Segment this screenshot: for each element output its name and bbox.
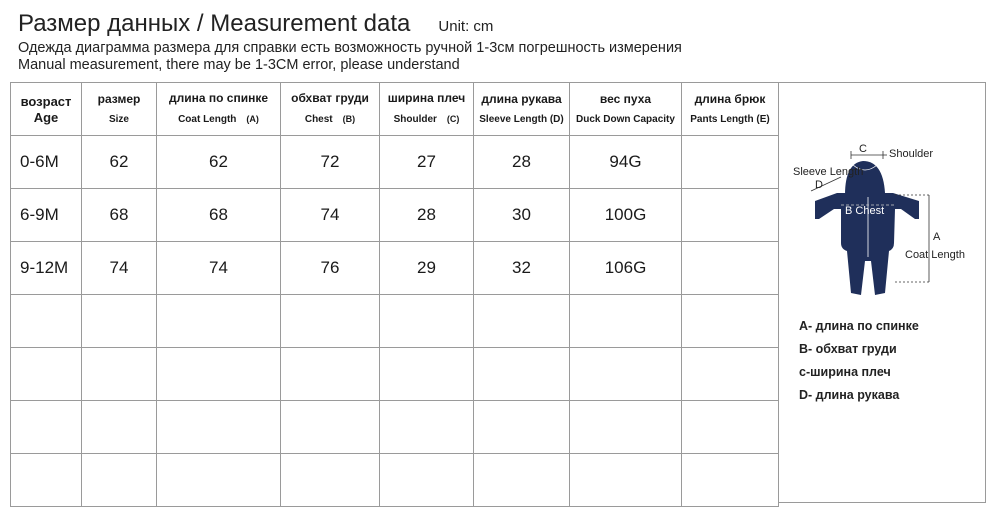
size-table: [10, 82, 779, 507]
table-row: [11, 348, 779, 401]
diagram-label-coat-length: Coat Length: [905, 249, 965, 261]
diagram-label-a: A: [933, 231, 941, 243]
diagram-label-shoulder: Shoulder: [889, 148, 934, 160]
table-row: [11, 136, 779, 189]
table-cell: [82, 401, 157, 454]
diagram-label-chest: B Chest: [845, 205, 885, 217]
table-cell: [82, 348, 157, 401]
table-cell: [157, 295, 281, 348]
column-header-down-capacity: вес пуха Duck Down Capacity: [570, 83, 682, 136]
table-cell: 74: [82, 242, 157, 295]
table-cell: [682, 136, 779, 189]
table-cell: [474, 401, 570, 454]
table-cell: [570, 454, 682, 507]
legend-item: A- длина по спинке: [799, 319, 919, 333]
page-title: Размер данных / Measurement data: [18, 10, 411, 37]
table-cell: 68: [157, 189, 281, 242]
legend-item: B- обхват груди: [799, 342, 897, 356]
table-cell: 28: [474, 136, 570, 189]
table-cell: 62: [82, 136, 157, 189]
table-cell: [570, 401, 682, 454]
table-cell: [82, 454, 157, 507]
table-cell: 29: [380, 242, 474, 295]
table-cell: [380, 295, 474, 348]
table-cell: [157, 454, 281, 507]
diagram-label-c: C: [859, 143, 867, 155]
table-cell: [682, 454, 779, 507]
table-cell: 94G: [570, 136, 682, 189]
table-cell: 74: [157, 242, 281, 295]
table-cell: [474, 348, 570, 401]
table-cell: [474, 295, 570, 348]
table-header-row: [11, 83, 779, 136]
table-cell: 30: [474, 189, 570, 242]
measurement-legend: [799, 315, 919, 407]
table-row: [11, 401, 779, 454]
table-row: [11, 189, 779, 242]
table-cell: 72: [281, 136, 380, 189]
table-cell: 32: [474, 242, 570, 295]
table-cell: [380, 401, 474, 454]
column-header-age: возраст Age: [11, 83, 82, 136]
garment-diagram: [779, 135, 985, 315]
table-row: [11, 242, 779, 295]
note-russian: Одежда диаграмма размера для справки есть возможность ручной 1-3см погрешность измерения: [18, 40, 682, 56]
table-cell: 0-6M: [11, 136, 82, 189]
table-cell: [11, 348, 82, 401]
table-cell: [682, 348, 779, 401]
table-cell: [157, 348, 281, 401]
table-cell: [157, 401, 281, 454]
table-cell: [570, 295, 682, 348]
table-cell: [682, 189, 779, 242]
table-cell: 76: [281, 242, 380, 295]
table-cell: 6-9M: [11, 189, 82, 242]
column-header-size: размер Size: [82, 83, 157, 136]
table-row: [11, 454, 779, 507]
table-cell: [682, 295, 779, 348]
legend-item: c-ширина плеч: [799, 365, 891, 379]
table-cell: [11, 295, 82, 348]
table-row: [11, 295, 779, 348]
column-header-chest: обхват груди Chest (B): [281, 83, 380, 136]
table-cell: [11, 454, 82, 507]
table-cell: [281, 348, 380, 401]
table-cell: 106G: [570, 242, 682, 295]
measurement-guide-panel: [778, 82, 986, 503]
table-cell: [682, 401, 779, 454]
table-cell: [11, 401, 82, 454]
diagram-label-d: D: [815, 179, 823, 191]
diagram-label-sleeve-length: Sleeve Length: [793, 166, 864, 178]
header-title-line: [18, 10, 493, 38]
table-cell: [570, 348, 682, 401]
table-cell: [281, 295, 380, 348]
garment-figure: [815, 161, 919, 295]
unit-label: Unit: cm: [438, 18, 494, 35]
column-header-coat-length: длина по спинке Coat Length (A): [157, 83, 281, 136]
table-cell: 68: [82, 189, 157, 242]
table-cell: [474, 454, 570, 507]
table-cell: 74: [281, 189, 380, 242]
table-cell: 27: [380, 136, 474, 189]
table-cell: 62: [157, 136, 281, 189]
table-cell: [281, 401, 380, 454]
table-cell: [682, 242, 779, 295]
table-cell: [380, 348, 474, 401]
table-cell: [82, 295, 157, 348]
column-header-pants-length: длина брюк Pants Length (E): [682, 83, 779, 136]
column-header-sleeve-length: длина рукава Sleeve Length (D): [474, 83, 570, 136]
table-cell: 28: [380, 189, 474, 242]
table-cell: [281, 454, 380, 507]
table-cell: 100G: [570, 189, 682, 242]
legend-item: D- длина рукава: [799, 388, 900, 402]
table-cell: 9-12M: [11, 242, 82, 295]
table-cell: [380, 454, 474, 507]
column-header-shoulder: ширина плеч Shoulder (C): [380, 83, 474, 136]
note-english: Manual measurement, there may be 1-3CM error, please understand: [18, 57, 460, 73]
